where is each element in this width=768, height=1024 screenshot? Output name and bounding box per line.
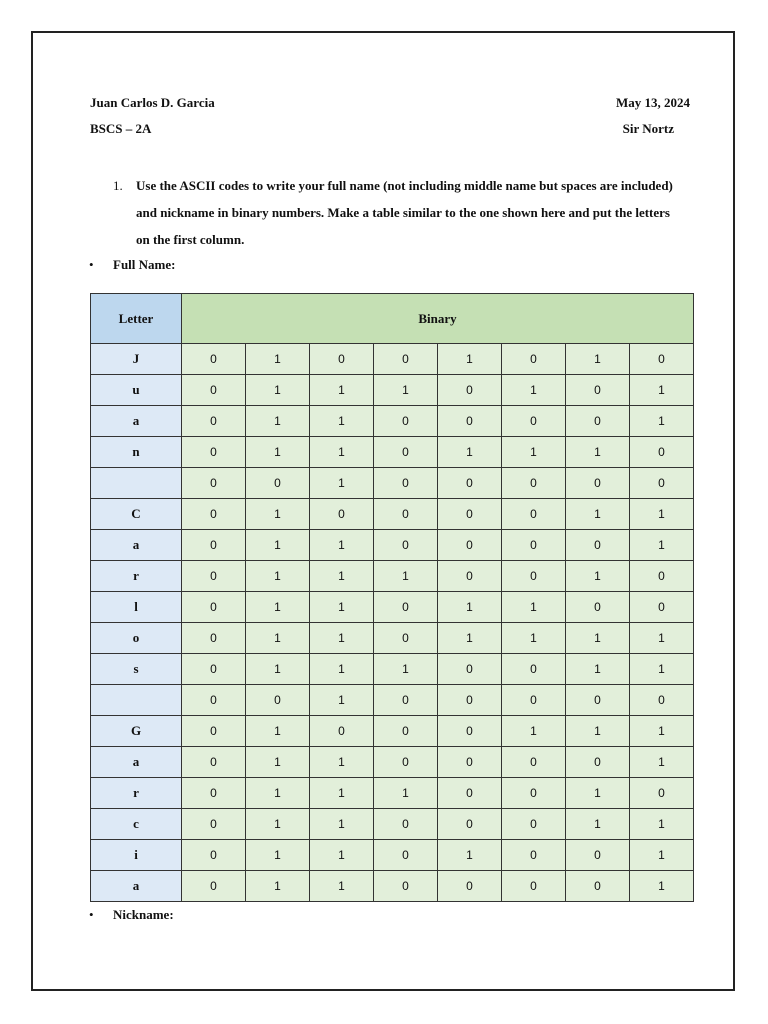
question-1 <box>113 172 683 253</box>
bit-cell: 1 <box>310 530 374 561</box>
letter-cell: u <box>91 375 182 406</box>
bit-cell: 0 <box>502 406 566 437</box>
table-row <box>91 406 694 437</box>
bit-cell: 1 <box>566 716 630 747</box>
bit-cell: 0 <box>182 406 246 437</box>
table-row <box>91 809 694 840</box>
table-row <box>91 561 694 592</box>
letter-cell <box>91 468 182 499</box>
bit-cell: 1 <box>310 778 374 809</box>
bit-cell: 1 <box>502 437 566 468</box>
bit-cell: 0 <box>502 654 566 685</box>
bit-cell: 1 <box>310 468 374 499</box>
table-row <box>91 871 694 902</box>
bit-cell: 1 <box>438 623 502 654</box>
bit-cell: 1 <box>310 685 374 716</box>
bit-cell: 0 <box>374 685 438 716</box>
bit-cell: 0 <box>374 592 438 623</box>
bit-cell: 0 <box>630 778 694 809</box>
bit-cell: 0 <box>502 871 566 902</box>
bit-cell: 1 <box>246 344 310 375</box>
bit-cell: 1 <box>246 747 310 778</box>
bit-cell: 1 <box>566 499 630 530</box>
bit-cell: 0 <box>182 499 246 530</box>
bit-cell: 0 <box>310 499 374 530</box>
bit-cell: 0 <box>438 406 502 437</box>
bit-cell: 0 <box>630 344 694 375</box>
letter-cell: a <box>91 747 182 778</box>
bit-cell: 0 <box>246 685 310 716</box>
bit-cell: 0 <box>502 747 566 778</box>
table-header-row <box>91 294 694 344</box>
bit-cell: 1 <box>566 561 630 592</box>
bit-cell: 1 <box>246 561 310 592</box>
bit-cell: 1 <box>438 592 502 623</box>
full-name-label: Full Name: <box>113 257 176 272</box>
table-row <box>91 747 694 778</box>
bit-cell: 0 <box>182 840 246 871</box>
bit-cell: 0 <box>374 871 438 902</box>
teacher: Sir Nortz <box>622 121 674 136</box>
table-row <box>91 375 694 406</box>
bit-cell: 0 <box>182 654 246 685</box>
bit-cell: 0 <box>566 375 630 406</box>
bit-cell: 1 <box>630 654 694 685</box>
bit-cell: 0 <box>566 685 630 716</box>
letter-column-header: Letter <box>91 294 182 344</box>
bit-cell: 0 <box>374 623 438 654</box>
bit-cell: 1 <box>310 747 374 778</box>
bit-cell: 0 <box>182 685 246 716</box>
table-row <box>91 499 694 530</box>
bit-cell: 1 <box>502 623 566 654</box>
bit-cell: 0 <box>630 685 694 716</box>
bit-cell: 0 <box>182 716 246 747</box>
bit-cell: 1 <box>566 778 630 809</box>
letter-cell: a <box>91 530 182 561</box>
letter-cell: o <box>91 623 182 654</box>
bit-cell: 0 <box>502 685 566 716</box>
bit-cell: 0 <box>438 561 502 592</box>
bit-cell: 1 <box>630 716 694 747</box>
bit-cell: 0 <box>182 561 246 592</box>
bit-cell: 0 <box>502 809 566 840</box>
date: May 13, 2024 <box>615 95 690 110</box>
bit-cell: 1 <box>438 840 502 871</box>
bit-cell: 0 <box>310 344 374 375</box>
bit-cell: 1 <box>310 809 374 840</box>
letter-cell: r <box>91 561 182 592</box>
bit-cell: 0 <box>246 468 310 499</box>
bit-cell: 0 <box>502 530 566 561</box>
bit-cell: 0 <box>182 375 246 406</box>
bit-cell: 1 <box>310 375 374 406</box>
bit-cell: 0 <box>566 468 630 499</box>
bit-cell: 0 <box>374 437 438 468</box>
bit-cell: 1 <box>630 871 694 902</box>
letter-cell: i <box>91 840 182 871</box>
nickname-label: Nickname: <box>113 907 174 922</box>
letter-cell: l <box>91 592 182 623</box>
bit-cell: 1 <box>630 623 694 654</box>
bit-cell: 1 <box>246 871 310 902</box>
bit-cell: 0 <box>374 530 438 561</box>
bit-cell: 1 <box>566 809 630 840</box>
bit-cell: 1 <box>310 561 374 592</box>
bit-cell: 0 <box>438 530 502 561</box>
bit-cell: 1 <box>438 344 502 375</box>
bit-cell: 0 <box>182 592 246 623</box>
table-row <box>91 344 694 375</box>
bit-cell: 1 <box>566 437 630 468</box>
bit-cell: 1 <box>246 623 310 654</box>
bit-cell: 1 <box>374 375 438 406</box>
bit-cell: 0 <box>182 871 246 902</box>
bit-cell: 1 <box>246 530 310 561</box>
bit-cell: 0 <box>502 778 566 809</box>
bit-cell: 0 <box>630 592 694 623</box>
student-name: Juan Carlos D. Garcia <box>90 95 215 110</box>
bit-cell: 1 <box>630 809 694 840</box>
bit-cell: 1 <box>310 871 374 902</box>
bit-cell: 0 <box>438 499 502 530</box>
bit-cell: 1 <box>630 747 694 778</box>
letter-cell: J <box>91 344 182 375</box>
bit-cell: 0 <box>374 344 438 375</box>
table-row <box>91 468 694 499</box>
bit-cell: 1 <box>502 375 566 406</box>
bit-cell: 0 <box>374 499 438 530</box>
question-text: Use the ASCII codes to write your full name (not including middle name but spaces are included) and nickname in binary numbers. Make a table similar to the one shown here and put the letters on the first column. <box>136 178 673 247</box>
bit-cell: 0 <box>182 468 246 499</box>
bit-cell: 0 <box>502 840 566 871</box>
bit-cell: 0 <box>566 840 630 871</box>
bit-cell: 0 <box>438 375 502 406</box>
bit-cell: 1 <box>246 592 310 623</box>
bit-cell: 1 <box>246 437 310 468</box>
bit-cell: 1 <box>310 437 374 468</box>
letter-cell: a <box>91 871 182 902</box>
table-row <box>91 685 694 716</box>
full-name-bullet <box>89 257 175 273</box>
bit-cell: 0 <box>438 685 502 716</box>
bit-cell: 1 <box>310 840 374 871</box>
table-row <box>91 840 694 871</box>
letter-cell <box>91 685 182 716</box>
bit-cell: 0 <box>374 747 438 778</box>
bit-cell: 0 <box>630 468 694 499</box>
bit-cell: 0 <box>374 840 438 871</box>
bit-cell: 0 <box>182 778 246 809</box>
bit-cell: 0 <box>630 437 694 468</box>
bit-cell: 1 <box>310 592 374 623</box>
bit-cell: 1 <box>630 406 694 437</box>
bit-cell: 0 <box>310 716 374 747</box>
bit-cell: 1 <box>246 499 310 530</box>
letter-cell: a <box>91 406 182 437</box>
bit-cell: 1 <box>630 840 694 871</box>
table-row <box>91 530 694 561</box>
bit-cell: 0 <box>502 468 566 499</box>
bit-cell: 0 <box>374 809 438 840</box>
bit-cell: 1 <box>566 344 630 375</box>
bit-cell: 0 <box>566 747 630 778</box>
bit-cell: 0 <box>182 623 246 654</box>
binary-column-header: Binary <box>182 294 694 344</box>
letter-cell: c <box>91 809 182 840</box>
bit-cell: 1 <box>246 778 310 809</box>
table-row <box>91 592 694 623</box>
bit-cell: 0 <box>566 530 630 561</box>
table-row <box>91 623 694 654</box>
bit-cell: 1 <box>502 716 566 747</box>
bit-cell: 0 <box>374 406 438 437</box>
table-row <box>91 716 694 747</box>
table-row <box>91 437 694 468</box>
bit-cell: 0 <box>438 809 502 840</box>
bit-cell: 0 <box>182 437 246 468</box>
bullet-icon: • <box>89 907 94 922</box>
letter-cell: s <box>91 654 182 685</box>
bit-cell: 1 <box>630 530 694 561</box>
bit-cell: 1 <box>310 654 374 685</box>
bullet-icon: • <box>89 257 94 272</box>
bit-cell: 1 <box>246 809 310 840</box>
bit-cell: 0 <box>374 468 438 499</box>
table-row <box>91 654 694 685</box>
bit-cell: 0 <box>182 747 246 778</box>
binary-table <box>90 293 694 902</box>
bit-cell: 1 <box>566 654 630 685</box>
bit-cell: 1 <box>502 592 566 623</box>
bit-cell: 1 <box>310 406 374 437</box>
table-row <box>91 778 694 809</box>
bit-cell: 0 <box>182 809 246 840</box>
letter-cell: n <box>91 437 182 468</box>
bit-cell: 1 <box>374 654 438 685</box>
bit-cell: 1 <box>246 716 310 747</box>
bit-cell: 1 <box>374 778 438 809</box>
bit-cell: 1 <box>566 623 630 654</box>
bit-cell: 0 <box>438 716 502 747</box>
bit-cell: 1 <box>374 561 438 592</box>
nickname-bullet <box>89 907 174 923</box>
bit-cell: 0 <box>182 344 246 375</box>
bit-cell: 0 <box>438 654 502 685</box>
letter-cell: r <box>91 778 182 809</box>
bit-cell: 0 <box>566 592 630 623</box>
bit-cell: 1 <box>310 623 374 654</box>
letter-cell: C <box>91 499 182 530</box>
bit-cell: 0 <box>438 468 502 499</box>
letter-cell: G <box>91 716 182 747</box>
bit-cell: 0 <box>566 406 630 437</box>
bit-cell: 1 <box>630 375 694 406</box>
bit-cell: 0 <box>502 499 566 530</box>
bit-cell: 0 <box>566 871 630 902</box>
bit-cell: 0 <box>438 778 502 809</box>
bit-cell: 1 <box>246 375 310 406</box>
bit-cell: 1 <box>246 406 310 437</box>
bit-cell: 0 <box>502 344 566 375</box>
bit-cell: 0 <box>374 716 438 747</box>
question-number: 1. <box>113 178 123 193</box>
section: BSCS – 2A <box>90 121 152 136</box>
bit-cell: 0 <box>502 561 566 592</box>
bit-cell: 0 <box>182 530 246 561</box>
bit-cell: 1 <box>246 654 310 685</box>
bit-cell: 1 <box>246 840 310 871</box>
bit-cell: 0 <box>438 747 502 778</box>
bit-cell: 1 <box>630 499 694 530</box>
bit-cell: 1 <box>438 437 502 468</box>
bit-cell: 0 <box>630 561 694 592</box>
bit-cell: 0 <box>438 871 502 902</box>
